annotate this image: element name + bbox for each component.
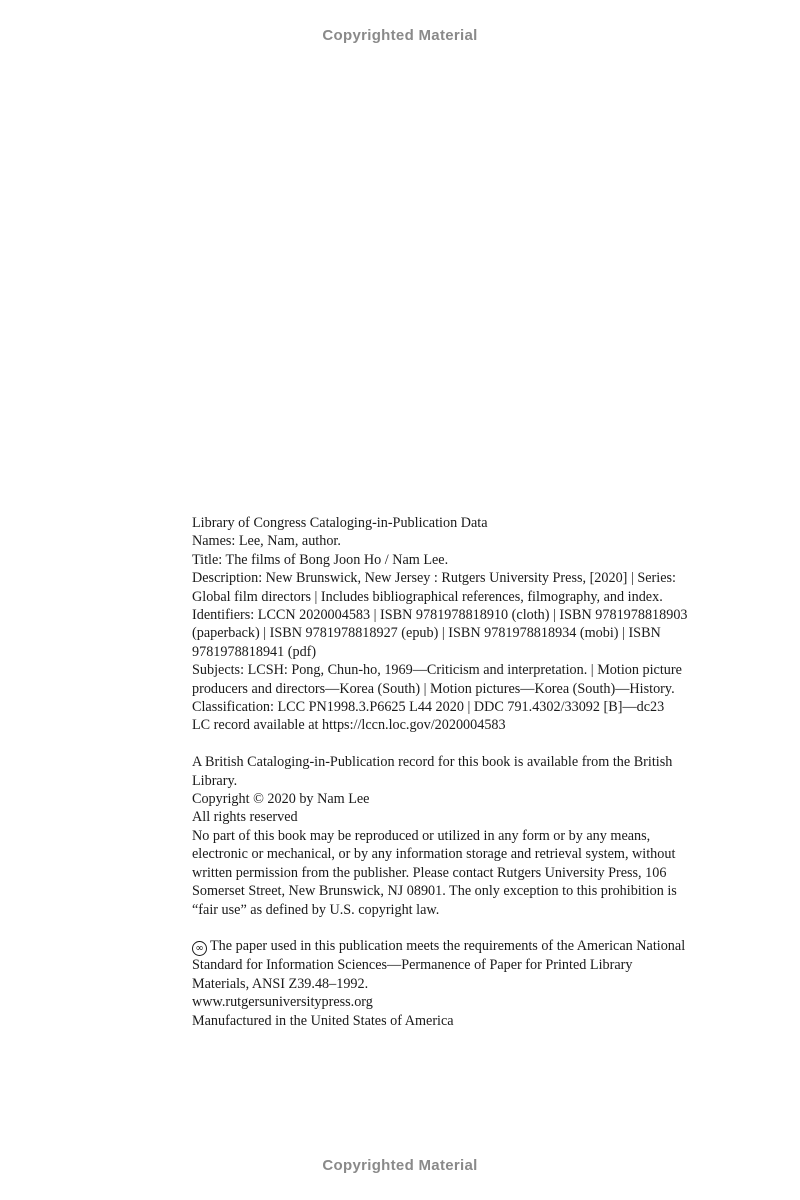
paper-notice (192, 937, 692, 993)
cip-description: Description: New Brunswick, New Jersey : Rutgers University Press, [2020] | Series: Global film directors | Includes bibliographical references, filmography, and index. (192, 570, 676, 605)
cataloging-in-publication-block (192, 514, 692, 1030)
cip-lc-record: LC record available at https://lccn.loc.gov/2020004583 (192, 717, 506, 734)
rights-reserved: All rights reserved (192, 809, 298, 826)
infinity-icon: ∞ (192, 941, 207, 956)
copyright-block (192, 790, 692, 919)
copyright-watermark-top: Copyrighted Material (322, 27, 478, 44)
cip-identifiers: Identifiers: LCCN 2020004583 | ISBN 9781978818910 (cloth) | ISBN 9781978818903 (paperback) | ISBN 9781978818927 (epub) | ISBN 9781978818934 (mobi) | ISBN 9781978818941 (pdf) (192, 607, 688, 660)
manufactured-notice: Manufactured in the United States of America (192, 1012, 454, 1029)
cip-heading: Library of Congress Cataloging-in-Publication Data (192, 515, 488, 531)
cip-subjects: Subjects: LCSH: Pong, Chun-ho, 1969—Criticism and interpretation. | Motion picture producers and directors—Korea (South) | Motion pictures—Korea (South)—History. (192, 662, 682, 697)
permission-notice: No part of this book may be reproduced or utilized in any form or by any means, electronic or mechanical, or by any information storage and retrieval system, without written permission from the publisher. Please contact Rutgers University Press, 106 Somerset Street, New Brunswick, NJ 08901. The only exception to this prohibition is “fair use” as defined by U.S. copyright law. (192, 827, 677, 918)
cip-classification: Classification: LCC PN1998.3.P6625 L44 2020 | DDC 791.4302/33092 [B]—dc23 (192, 699, 665, 716)
cip-names: Names: Lee, Nam, author. (192, 533, 341, 550)
paper-notice-text: The paper used in this publication meets the requirements of the American National Standard for Information Sciences—Permanence of Paper for Printed Library Materials, ANSI Z39.48–1992. (192, 938, 686, 992)
british-library-notice: A British Cataloging-in-Publication record for this book is available from the British Library. (192, 754, 673, 789)
cip-record (192, 532, 692, 734)
cip-title: Title: The films of Bong Joon Ho / Nam Lee. (192, 551, 449, 568)
copyright-line: Copyright © 2020 by Nam Lee (192, 791, 370, 808)
copyright-watermark-bottom: Copyrighted Material (322, 1157, 478, 1174)
publisher-website: www.rutgersuniversitypress.org (192, 994, 373, 1011)
